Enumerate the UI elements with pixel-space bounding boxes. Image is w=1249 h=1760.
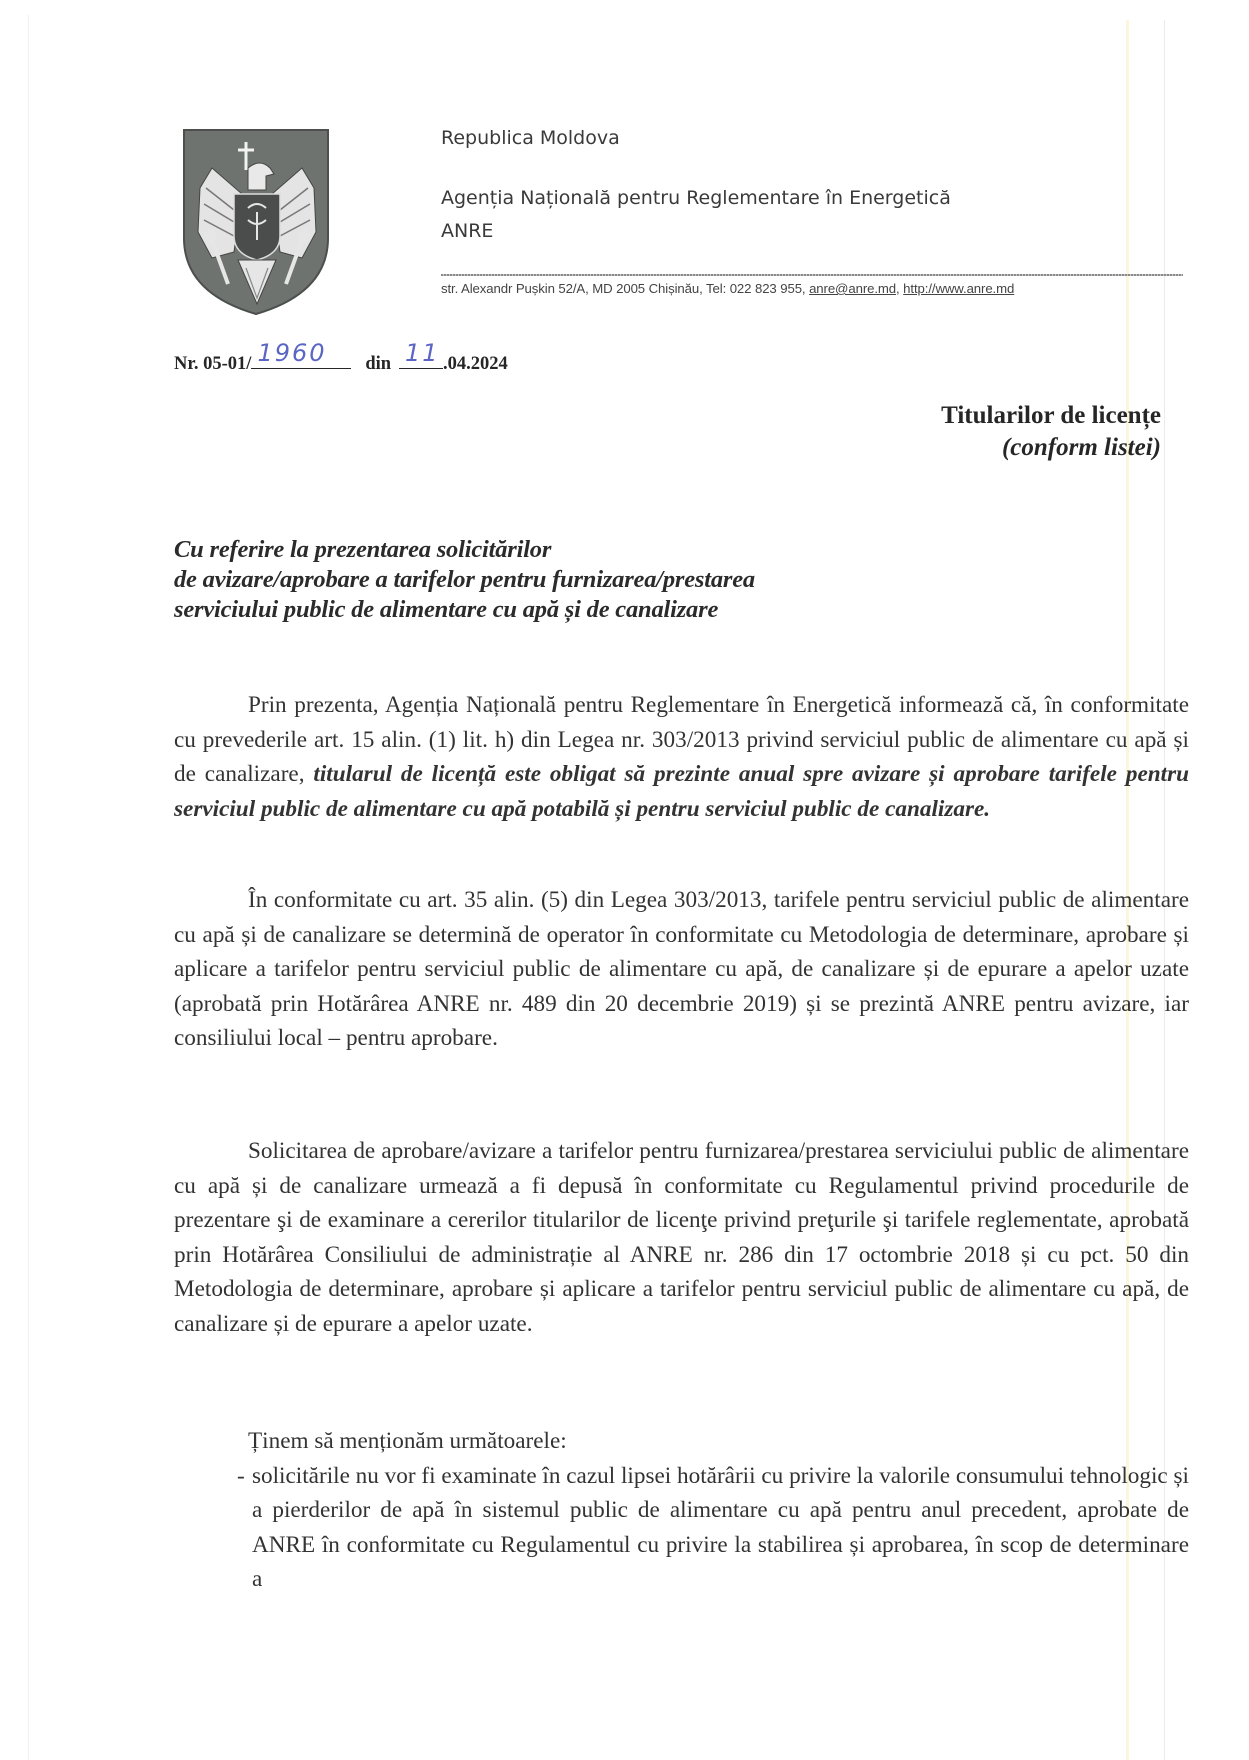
address-text: str. Alexandr Pușkin 52/A, MD 2005 Chișinău, Tel: 022 823 955, <box>441 281 810 296</box>
reference-number-blank <box>251 339 351 369</box>
address-separator: , <box>896 281 904 296</box>
paragraph-text: Prin prezenta, Agenția Națională pentru Reglementare în Energetică informează că, în conformitate cu prevederile art. 15 alin. (1) lit. h) din Legea nr. 303/2013 privind serviciul public de alimentare cu apă și de canalizare, <box>174 692 1189 787</box>
paragraph-emphasis: titularul de licență este obligat să prezinte anual spre avizare și aprobare tarifele pentru serviciul public de alimentare cu apă potabilă și pentru serviciul public de canalizare. <box>174 761 1189 822</box>
scan-artifact-line <box>28 15 29 1760</box>
list-intro: Ținem să menționăm următoarele: <box>248 1428 567 1454</box>
body-paragraph-1 <box>174 688 1189 826</box>
list-bullet: - <box>237 1462 245 1489</box>
reference-prefix: Nr. 05-01/ <box>174 354 252 374</box>
reference-date-suffix: .04.2024 <box>443 354 508 374</box>
subject-line: de avizare/aprobare a tarifelor pentru furnizarea/prestarea <box>174 566 755 593</box>
notes-list <box>174 1459 1189 1597</box>
addressee-note: (conform listei) <box>1001 434 1161 461</box>
body-paragraph-2 <box>174 883 1189 1056</box>
paragraph-text: Solicitarea de aprobare/avizare a tarifelor pentru furnizarea/prestarea serviciului public de alimentare cu apă și de canalizare urmează a fi depusă în conformitate cu Regulamentul privind procedurile de prezentare şi de examinare a cererilor titularilor de licenţe privind preţurile şi tarifele reglementate, aprobată prin Hotărârea Consiliului de administrație al ANRE nr. 286 din 17 octombrie 2018 și cu pct. 50 din Metodologia de determinare, aprobare și aplicare a tarifelor pentru serviciul public de alimentare cu apă, de canalizare și de epurare a apelor uzate. <box>174 1138 1189 1337</box>
letterhead-agency: Agenția Națională pentru Reglementare în Energetică <box>441 187 951 209</box>
email-link[interactable]: anre@anre.md <box>809 281 897 296</box>
subject-line: Cu referire la prezentarea solicitărilor <box>174 536 552 563</box>
reference-number-handwritten: 1960 <box>257 339 327 367</box>
subject-block <box>174 535 1034 625</box>
reference-line <box>174 339 508 375</box>
list-item <box>174 1459 1189 1597</box>
addressee-block <box>941 400 1161 464</box>
coat-of-arms-icon <box>182 128 330 316</box>
reference-day-blank <box>399 339 443 369</box>
letterhead-divider <box>441 274 1183 276</box>
body-list-section <box>174 1424 1189 1597</box>
body-paragraph-3 <box>174 1134 1189 1341</box>
subject-line: serviciului public de alimentare cu apă și de canalizare <box>174 596 719 623</box>
website-link[interactable]: http://www.anre.md <box>903 281 1015 296</box>
din-label: din <box>365 354 392 374</box>
list-item-text: solicitările nu vor fi examinate în cazul lipsei hotărârii cu privire la valorile consumului tehnologic și a pierderilor de apă în sistemul public de alimentare cu apă pentru anul precedent, aprobate de ANRE în conformitate cu Regulamentul cu privire la stabilirea și aprobarea, în scop de determinare a <box>252 1462 1189 1592</box>
letterhead-abbreviation: ANRE <box>441 220 494 242</box>
reference-day-handwritten: 11 <box>405 339 440 367</box>
letterhead-address <box>441 281 1014 296</box>
paragraph-text: În conformitate cu art. 35 alin. (5) din Legea 303/2013, tarifele pentru serviciul public de alimentare cu apă și de canalizare se determină de operator în conformitate cu Metodologia de determinare, aprobare și aplicare a tarifelor pentru serviciul public de alimentare cu apă, de canalizare și de epurare a apelor uzate (aprobată prin Hotărârea ANRE nr. 489 din 20 decembrie 2019) și se prezintă ANRE pentru avizare, iar consiliului local – pentru aprobare. <box>174 887 1189 1051</box>
addressee-to: Titularilor de licențe <box>941 402 1161 429</box>
letterhead-country: Republica Moldova <box>441 127 620 149</box>
